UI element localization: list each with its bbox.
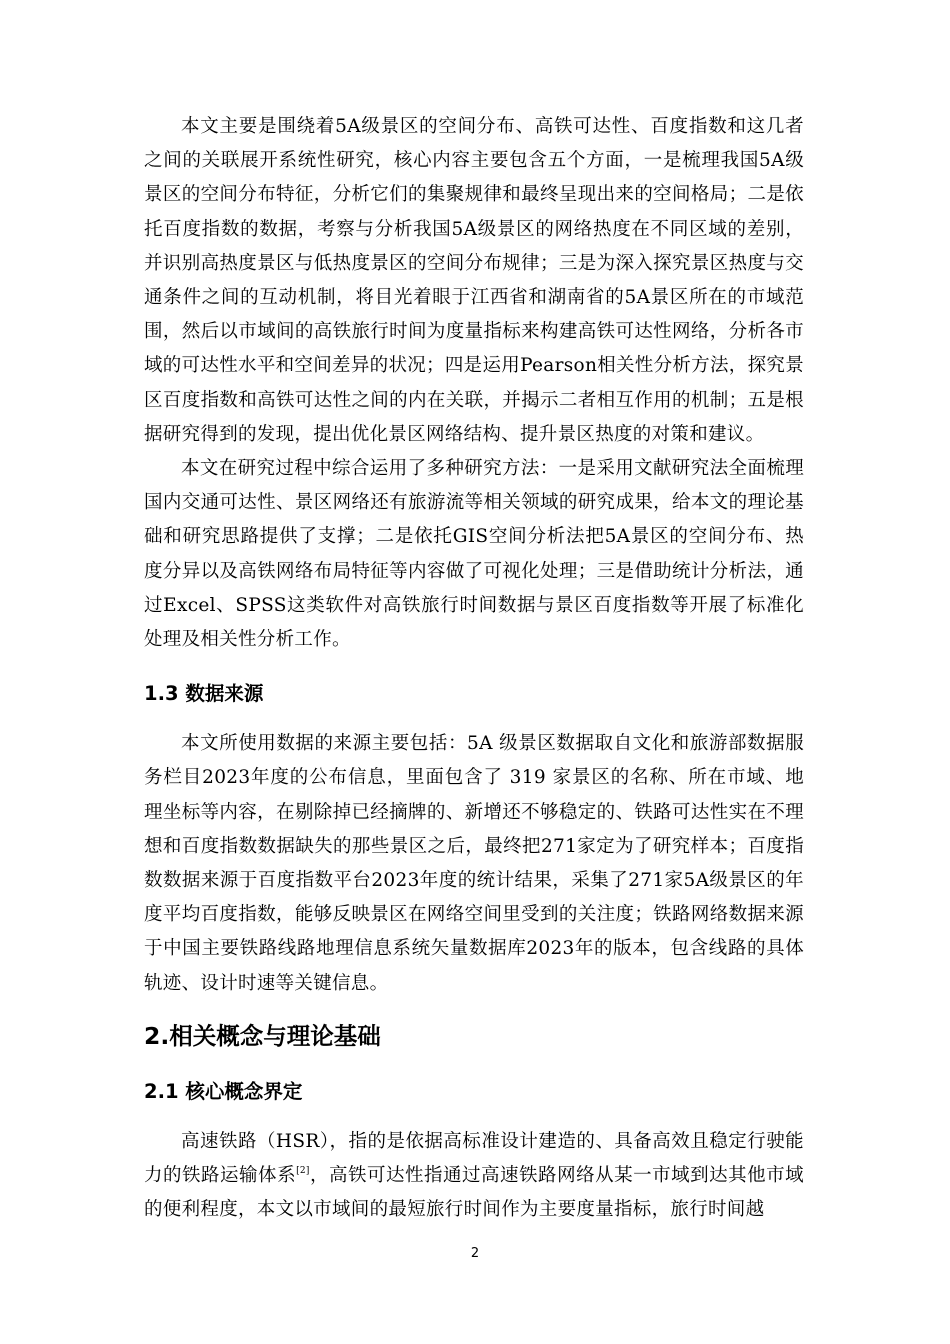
chapter-heading-2: 2.相关概念与理论基础: [144, 1021, 381, 1050]
paragraph-core-concepts-part2: ，高铁可达性指通过高速铁路网络从某一市域到达其他市域的便利程度，本文以市域间的最短旅行时间作为主要度量指标，旅行时间越: [144, 1165, 804, 1221]
paragraph-research-content: 本文主要是围绕着5A级景区的空间分布、高铁可达性、百度指数和这几者之间的关联展开系统性研究，核心内容主要包含五个方面，一是梳理我国5A级景区的空间分布特征，分析它们的集聚规律和最终呈现出来的空间格局；二是依托百度指数的数据，考察与分析我国5A级景区的网络热度在不同区域的差别，并识别高热度景区与低热度景区的空间分布规律；三是为深入探究景区热度与交通条件之间的互动机制，将目光着眼于江西省和湖南省的5A景区所在的市域范围，然后以市域间的高铁旅行时间为度量指标来构建高铁可达性网络，分析各市域的可达性水平和空间差异的状况；四是运用Pearson相关性分析方法，探究景区百度指数和高铁可达性之间的内在关联，并揭示二者相互作用的机制；五是根据研究得到的发现，提出优化景区网络结构、提升景区热度的对策和建议。: [144, 116, 804, 445]
citation-reference: [2]: [296, 1166, 310, 1177]
section-heading-2-1: 2.1 核心概念界定: [144, 1079, 303, 1103]
paragraph-core-concepts-part1: 高速铁路（HSR），指的是依据高标准设计建造的、具备高效且稳定行驶能力的铁路运输体系: [144, 1130, 804, 1187]
paragraph-core-concepts: [144, 1125, 804, 1228]
paragraph-research-methods: 本文在研究过程中综合运用了多种研究方法：一是采用文献研究法全面梳理国内交通可达性、景区网络还有旅游流等相关领域的研究成果，给本文的理论基础和研究思路提供了支撑；二是依托GIS空间分析法把5A景区的空间分布、热度分异以及高铁网络布局特征等内容做了可视化处理；三是借助统计分析法，通过Excel、SPSS这类软件对高铁旅行时间数据与景区百度指数等开展了标准化处理及相关性分析工作。: [144, 458, 804, 651]
section-heading-1-3: 1.3 数据来源: [144, 682, 264, 706]
page-number: 2: [470, 1246, 480, 1261]
paragraph-data-sources: 本文所使用数据的来源主要包括：5A 级景区数据取自文化和旅游部数据服务栏目2023年度的公布信息，里面包含了 319 家景区的名称、所在市域、地理坐标等内容，在剔除掉已经摘牌的、新增还不够稳定的、铁路可达性实在不理想和百度指数数据缺失的那些景区之后，最终把271家定为了研究样本；百度指数数据来源于百度指数平台2023年度的统计结果，采集了271家5A级景区的年度平均百度指数，能够反映景区在网络空间里受到的关注度；铁路网络数据来源于中国主要铁路线路地理信息系统矢量数据库2023年的版本，包含线路的具体轨迹、设计时速等关键信息。: [144, 733, 804, 994]
